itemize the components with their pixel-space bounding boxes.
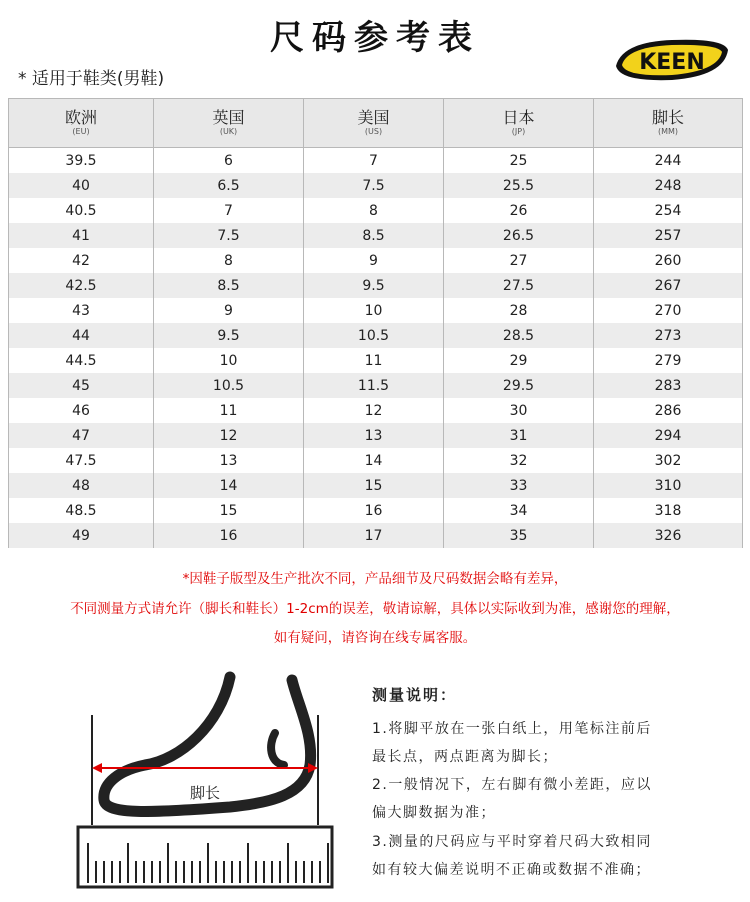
measure-line-4: 偏大脚数据为准； xyxy=(372,805,496,821)
table-cell: 7 xyxy=(154,198,304,223)
table-cell: 39.5 xyxy=(9,148,154,174)
table-cell: 9 xyxy=(154,298,304,323)
table-cell: 11.5 xyxy=(304,373,444,398)
table-cell: 33 xyxy=(444,473,594,498)
size-chart-table xyxy=(8,98,743,548)
table-cell: 15 xyxy=(154,498,304,523)
table-cell: 42 xyxy=(9,248,154,273)
table-cell: 45 xyxy=(9,373,154,398)
table-row xyxy=(9,373,743,398)
measure-title: 测量说明： xyxy=(372,686,458,704)
table-cell: 42.5 xyxy=(9,273,154,298)
table-cell: 8.5 xyxy=(154,273,304,298)
table-cell: 32 xyxy=(444,448,594,473)
table-cell: 28 xyxy=(444,298,594,323)
table-cell: 248 xyxy=(594,173,743,198)
table-cell: 27 xyxy=(444,248,594,273)
table-header-row xyxy=(9,99,743,148)
table-cell: 35 xyxy=(444,523,594,548)
table-cell: 267 xyxy=(594,273,743,298)
table-cell: 12 xyxy=(304,398,444,423)
table-cell: 279 xyxy=(594,348,743,373)
measure-line-2: 最长点，两点距离为脚长； xyxy=(372,749,558,765)
table-cell: 254 xyxy=(594,198,743,223)
table-cell: 11 xyxy=(154,398,304,423)
table-cell: 257 xyxy=(594,223,743,248)
measure-line-1: 1.将脚平放在一张白纸上，用笔标注前后 xyxy=(372,721,652,737)
table-cell: 8 xyxy=(304,198,444,223)
table-row xyxy=(9,248,743,273)
table-cell: 244 xyxy=(594,148,743,174)
notice-line-3: 如有疑问，请咨询在线专属客服。 xyxy=(273,630,477,646)
table-row xyxy=(9,148,743,174)
table-row xyxy=(9,348,743,373)
page-title: 尺码参考表 xyxy=(270,18,480,58)
table-cell: 294 xyxy=(594,423,743,448)
table-cell: 9 xyxy=(304,248,444,273)
table-cell: 48.5 xyxy=(9,498,154,523)
table-cell: 283 xyxy=(594,373,743,398)
table-cell: 8 xyxy=(154,248,304,273)
table-row xyxy=(9,473,743,498)
table-cell: 326 xyxy=(594,523,743,548)
table-row xyxy=(9,448,743,473)
ruler xyxy=(78,827,332,887)
table-cell: 10 xyxy=(304,298,444,323)
table-cell: 13 xyxy=(304,423,444,448)
col-header-mm: 脚长 (MM) xyxy=(594,99,743,148)
table-cell: 10.5 xyxy=(304,323,444,348)
table-cell: 47.5 xyxy=(9,448,154,473)
keen-logo xyxy=(612,36,732,84)
table-cell: 270 xyxy=(594,298,743,323)
table-cell: 29 xyxy=(444,348,594,373)
table-cell: 286 xyxy=(594,398,743,423)
notice-line-2: 不同测量方式请允许（脚长和鞋长）1-2cm的误差，敬请谅解，具体以实际收到为准，感谢您的理解， xyxy=(70,601,680,617)
table-cell: 8.5 xyxy=(304,223,444,248)
table-cell: 13 xyxy=(154,448,304,473)
table-cell: 25.5 xyxy=(444,173,594,198)
foot-length-label: 脚长 xyxy=(189,784,221,802)
col-header-jp: 日本 (JP) xyxy=(444,99,594,148)
table-cell: 260 xyxy=(594,248,743,273)
table-cell: 7 xyxy=(304,148,444,174)
table-cell: 26.5 xyxy=(444,223,594,248)
table-cell: 7.5 xyxy=(304,173,444,198)
col-header-uk: 英国 (UK) xyxy=(154,99,304,148)
subtitle: * 适用于鞋类(男鞋) xyxy=(18,69,165,89)
table-cell: 12 xyxy=(154,423,304,448)
table-row xyxy=(9,223,743,248)
table-cell: 7.5 xyxy=(154,223,304,248)
table-cell: 17 xyxy=(304,523,444,548)
table-row xyxy=(9,298,743,323)
table-cell: 14 xyxy=(304,448,444,473)
svg-text:KEEN: KEEN xyxy=(639,50,705,75)
table-cell: 302 xyxy=(594,448,743,473)
table-row xyxy=(9,273,743,298)
table-cell: 27.5 xyxy=(444,273,594,298)
table-cell: 44.5 xyxy=(9,348,154,373)
table-cell: 40 xyxy=(9,173,154,198)
table-cell: 25 xyxy=(444,148,594,174)
table-cell: 6.5 xyxy=(154,173,304,198)
table-row xyxy=(9,498,743,523)
table-cell: 41 xyxy=(9,223,154,248)
foot-curl xyxy=(271,733,284,765)
table-cell: 49 xyxy=(9,523,154,548)
table-cell: 48 xyxy=(9,473,154,498)
table-row xyxy=(9,423,743,448)
table-cell: 28.5 xyxy=(444,323,594,348)
table-cell: 10.5 xyxy=(154,373,304,398)
measure-line-3: 2.一般情况下，左右脚有微小差距，应以 xyxy=(372,777,652,793)
table-cell: 30 xyxy=(444,398,594,423)
table-row xyxy=(9,198,743,223)
table-cell: 9.5 xyxy=(154,323,304,348)
table-cell: 34 xyxy=(444,498,594,523)
foot-measure-diagram xyxy=(70,665,340,895)
table-cell: 310 xyxy=(594,473,743,498)
measure-line-5: 3.测量的尺码应与平时穿着尺码大致相同 xyxy=(372,834,652,850)
table-cell: 47 xyxy=(9,423,154,448)
table-cell: 15 xyxy=(304,473,444,498)
table-cell: 44 xyxy=(9,323,154,348)
table-cell: 11 xyxy=(304,348,444,373)
table-cell: 318 xyxy=(594,498,743,523)
col-header-eu: 欧洲 (EU) xyxy=(9,99,154,148)
table-cell: 14 xyxy=(154,473,304,498)
table-cell: 46 xyxy=(9,398,154,423)
table-cell: 273 xyxy=(594,323,743,348)
notice-line-1: *因鞋子版型及生产批次不同，产品细节及尺码数据会略有差异， xyxy=(182,571,568,587)
col-header-us: 美国 (US) xyxy=(304,99,444,148)
table-row xyxy=(9,398,743,423)
table-cell: 29.5 xyxy=(444,373,594,398)
table-cell: 26 xyxy=(444,198,594,223)
table-cell: 16 xyxy=(304,498,444,523)
table-cell: 6 xyxy=(154,148,304,174)
table-cell: 10 xyxy=(154,348,304,373)
table-cell: 43 xyxy=(9,298,154,323)
table-row xyxy=(9,523,743,548)
table-cell: 16 xyxy=(154,523,304,548)
table-cell: 9.5 xyxy=(304,273,444,298)
table-cell: 31 xyxy=(444,423,594,448)
table-cell: 40.5 xyxy=(9,198,154,223)
measure-line-6: 如有较大偏差说明不正确或数据不准确； xyxy=(372,862,651,878)
table-row xyxy=(9,173,743,198)
table-row xyxy=(9,323,743,348)
